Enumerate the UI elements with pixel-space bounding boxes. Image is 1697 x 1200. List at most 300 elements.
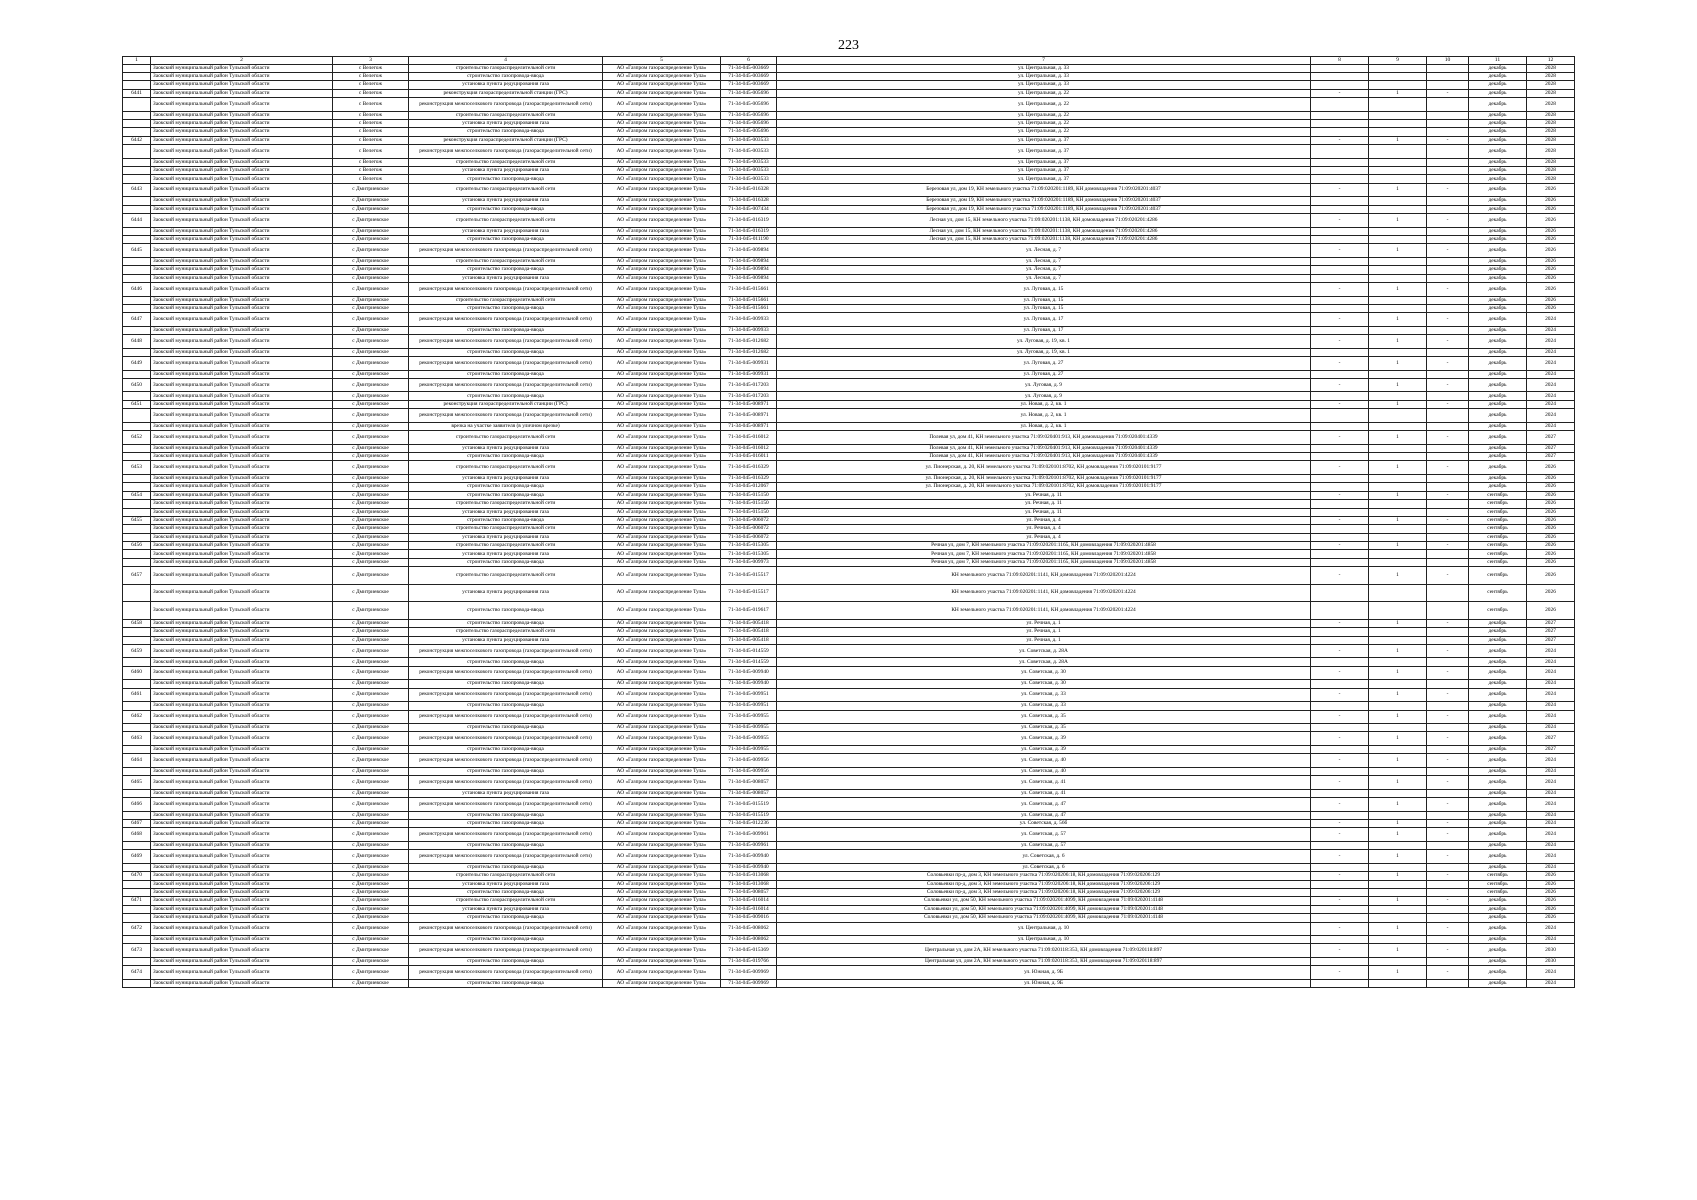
cell-district: Заокский муниципальный район Тульской области	[151, 688, 333, 702]
cell-district: Заокский муниципальный район Тульской области	[151, 431, 333, 445]
cell-application-number: 71-34-045-003533	[721, 136, 777, 144]
cell-year: 2024	[1527, 702, 1575, 710]
cell-object-number	[123, 348, 151, 356]
cell-organization: АО «Газпром газораспределение Тула»	[603, 81, 721, 89]
cell-settlement: с Дмитриевское	[333, 183, 409, 197]
cell-district: Заокский муниципальный район Тульской области	[151, 235, 333, 243]
cell-work-type: строительство газопровода-ввода	[409, 957, 603, 965]
cell-object-number	[123, 205, 151, 213]
cell-organization: АО «Газпром газораспределение Тула»	[603, 167, 721, 175]
cell-district: Заокский муниципальный район Тульской области	[151, 378, 333, 392]
cell-settlement: с Дмитриевское	[333, 313, 409, 327]
cell-year: 2027	[1527, 732, 1575, 746]
cell-object-number	[123, 227, 151, 235]
cell-address: ул. Речная, д. 4	[777, 525, 1311, 533]
cell-month: сентябрь	[1469, 542, 1527, 550]
cell-application-number: 71-34-045-006072	[721, 533, 777, 541]
cell-month: декабрь	[1469, 628, 1527, 636]
cell-organization: АО «Газпром газораспределение Тула»	[603, 922, 721, 936]
cell-year: 2027	[1527, 444, 1575, 452]
cell-district: Заокский муниципальный район Тульской области	[151, 584, 333, 602]
cell-col-8	[1311, 811, 1369, 819]
cell-col-9	[1369, 167, 1427, 175]
cell-organization: АО «Газпром газораспределение Тула»	[603, 776, 721, 790]
cell-work-type: строительство газораспределительной сети	[409, 525, 603, 533]
cell-application-number: 71-34-045-015519	[721, 798, 777, 812]
cell-organization: АО «Газпром газораспределение Тула»	[603, 370, 721, 378]
cell-month: декабрь	[1469, 483, 1527, 491]
cell-address: ул. Лесная, д. 7	[777, 274, 1311, 282]
cell-month: декабрь	[1469, 158, 1527, 166]
cell-work-type: строительство газопровода-ввода	[409, 516, 603, 524]
cell-col-8: -	[1311, 754, 1369, 768]
cell-work-type: строительство газопровода-ввода	[409, 724, 603, 732]
cell-object-number: 6441	[123, 89, 151, 97]
cell-settlement: с Дмитриевское	[333, 688, 409, 702]
cell-district: Заокский муниципальный район Тульской области	[151, 905, 333, 913]
cell-application-number: 71-34-045-009955	[721, 745, 777, 753]
cell-district: Заокский муниципальный район Тульской области	[151, 500, 333, 508]
table-row	[123, 533, 1575, 541]
cell-col-10: -	[1427, 335, 1469, 349]
cell-settlement: с Дмитриевское	[333, 197, 409, 205]
cell-application-number: 71-34-045-016014	[721, 905, 777, 913]
table-row	[123, 628, 1575, 636]
cell-work-type: строительство газопровода-ввода	[409, 370, 603, 378]
cell-month: декабрь	[1469, 957, 1527, 965]
cell-col-8	[1311, 453, 1369, 461]
cell-settlement: с Дмитриевское	[333, 619, 409, 627]
cell-col-10: -	[1427, 850, 1469, 864]
data-table	[122, 56, 1575, 988]
cell-organization: АО «Газпром газораспределение Тула»	[603, 905, 721, 913]
cell-col-8: -	[1311, 666, 1369, 680]
cell-month: декабрь	[1469, 666, 1527, 680]
cell-year: 2026	[1527, 897, 1575, 905]
cell-col-8: -	[1311, 644, 1369, 658]
cell-district: Заокский муниципальный район Тульской области	[151, 158, 333, 166]
cell-district: Заокский муниципальный район Тульской области	[151, 619, 333, 627]
cell-col-10: -	[1427, 828, 1469, 842]
cell-address: ул. Луговая, д. 27	[777, 357, 1311, 371]
cell-organization: АО «Газпром газораспределение Тула»	[603, 966, 721, 980]
cell-year: 2028	[1527, 119, 1575, 127]
cell-address: Соловьевки ул, дом 50, КН земельного участка 71:09:020201:4099, КН домовладения 71:09:020201:4148	[777, 897, 1311, 905]
cell-month: декабрь	[1469, 732, 1527, 746]
cell-year: 2026	[1527, 491, 1575, 499]
cell-organization: АО «Газпром газораспределение Тула»	[603, 175, 721, 183]
cell-settlement: с Дмитриевское	[333, 483, 409, 491]
cell-organization: АО «Газпром газораспределение Тула»	[603, 183, 721, 197]
column-header: 6	[721, 57, 777, 65]
cell-object-number	[123, 658, 151, 666]
cell-address: ул. Луговая, д. 9	[777, 378, 1311, 392]
cell-col-9	[1369, 767, 1427, 775]
cell-address: ул. Луговая, д. 19, кв. 1	[777, 348, 1311, 356]
cell-year: 2024	[1527, 828, 1575, 842]
cell-col-8: -	[1311, 897, 1369, 905]
cell-application-number: 71-34-045-009940	[721, 850, 777, 864]
cell-application-number: 71-34-045-008057	[721, 776, 777, 790]
cell-col-8	[1311, 525, 1369, 533]
cell-district: Заокский муниципальный район Тульской области	[151, 542, 333, 550]
cell-year: 2026	[1527, 880, 1575, 888]
cell-month: декабрь	[1469, 922, 1527, 936]
cell-object-number	[123, 64, 151, 72]
cell-col-10: -	[1427, 688, 1469, 702]
table-row	[123, 702, 1575, 710]
cell-object-number: 6461	[123, 688, 151, 702]
cell-col-10: -	[1427, 798, 1469, 812]
cell-month: декабрь	[1469, 111, 1527, 119]
cell-year: 2026	[1527, 508, 1575, 516]
cell-col-8	[1311, 158, 1369, 166]
cell-object-number	[123, 841, 151, 849]
cell-col-9	[1369, 409, 1427, 423]
cell-month: декабрь	[1469, 119, 1527, 127]
cell-col-9	[1369, 905, 1427, 913]
cell-organization: АО «Газпром газораспределение Тула»	[603, 957, 721, 965]
cell-col-10	[1427, 957, 1469, 965]
cell-application-number: 71-34-045-012067	[721, 483, 777, 491]
cell-application-number: 71-34-045-009933	[721, 326, 777, 334]
cell-year: 2024	[1527, 789, 1575, 797]
cell-organization: АО «Газпром газораспределение Тула»	[603, 357, 721, 371]
cell-col-10: -	[1427, 283, 1469, 297]
cell-col-10	[1427, 508, 1469, 516]
cell-object-number	[123, 370, 151, 378]
cell-year: 2026	[1527, 197, 1575, 205]
cell-col-8	[1311, 702, 1369, 710]
cell-col-8	[1311, 533, 1369, 541]
table-row	[123, 542, 1575, 550]
cell-work-type: реконструкция межпоселкового газопровода (газораспределительной сети)	[409, 145, 603, 159]
cell-month: декабрь	[1469, 644, 1527, 658]
cell-address: ул. Луговая, д. 19, кв. 1	[777, 335, 1311, 349]
cell-district: Заокский муниципальный район Тульской области	[151, 850, 333, 864]
cell-district: Заокский муниципальный район Тульской области	[151, 128, 333, 136]
table-row	[123, 111, 1575, 119]
cell-application-number: 71-34-045-015150	[721, 491, 777, 499]
cell-col-9	[1369, 370, 1427, 378]
table-row	[123, 957, 1575, 965]
cell-month: декабрь	[1469, 235, 1527, 243]
cell-col-10	[1427, 979, 1469, 987]
cell-work-type: строительство газопровода-ввода	[409, 914, 603, 922]
cell-month: сентябрь	[1469, 880, 1527, 888]
cell-col-8	[1311, 422, 1369, 430]
cell-month: декабрь	[1469, 64, 1527, 72]
cell-district: Заокский муниципальный район Тульской области	[151, 636, 333, 644]
cell-organization: АО «Газпром газораспределение Тула»	[603, 533, 721, 541]
cell-col-8: -	[1311, 136, 1369, 144]
cell-settlement: с Дмитриевское	[333, 357, 409, 371]
cell-col-8: -	[1311, 283, 1369, 297]
cell-organization: АО «Газпром газораспределение Тула»	[603, 944, 721, 958]
cell-col-8	[1311, 326, 1369, 334]
cell-object-number	[123, 936, 151, 944]
cell-settlement: с Дмитриевское	[333, 850, 409, 864]
cell-work-type: реконструкция межпоселкового газопровода (газораспределительной сети)	[409, 313, 603, 327]
cell-month: декабрь	[1469, 863, 1527, 871]
cell-work-type: установка пункта редуцирования газа	[409, 550, 603, 558]
cell-settlement: с Велегож	[333, 81, 409, 89]
cell-col-8	[1311, 789, 1369, 797]
cell-district: Заокский муниципальный район Тульской области	[151, 98, 333, 112]
cell-district: Заокский муниципальный район Тульской области	[151, 304, 333, 312]
table-row	[123, 453, 1575, 461]
cell-district: Заокский муниципальный район Тульской области	[151, 326, 333, 334]
cell-address: Соловьевки пр-д, дом 3, КН земельного участка 71:09:020206:18, КН домовладения 71:09:020206:129	[777, 872, 1311, 880]
cell-col-10: -	[1427, 183, 1469, 197]
cell-col-10: -	[1427, 944, 1469, 958]
cell-year: 2024	[1527, 776, 1575, 790]
table-row	[123, 444, 1575, 452]
column-header: 5	[603, 57, 721, 65]
cell-application-number: 71-34-045-015305	[721, 542, 777, 550]
cell-organization: АО «Газпром газораспределение Тула»	[603, 732, 721, 746]
cell-month: декабрь	[1469, 175, 1527, 183]
cell-month: декабрь	[1469, 244, 1527, 258]
cell-col-10: -	[1427, 431, 1469, 445]
cell-month: декабрь	[1469, 183, 1527, 197]
cell-settlement: с Дмитриевское	[333, 944, 409, 958]
cell-organization: АО «Газпром газораспределение Тула»	[603, 850, 721, 864]
cell-object-number	[123, 326, 151, 334]
cell-col-10	[1427, 863, 1469, 871]
cell-settlement: с Дмитриевское	[333, 257, 409, 265]
cell-object-number: 6446	[123, 283, 151, 297]
cell-object-number: 6457	[123, 567, 151, 585]
cell-month: декабрь	[1469, 81, 1527, 89]
table-row	[123, 197, 1575, 205]
cell-work-type: строительство газопровода-ввода	[409, 888, 603, 896]
cell-col-9	[1369, 811, 1427, 819]
cell-application-number: 71-34-045-009940	[721, 666, 777, 680]
cell-col-9: 1	[1369, 820, 1427, 828]
cell-work-type: строительство газопровода-ввода	[409, 491, 603, 499]
cell-address: Центральная ул, дом 2А, КН земельного участка 71:09:020118:353, КН домовладения 71:09:020118:897	[777, 957, 1311, 965]
cell-settlement: с Дмитриевское	[333, 922, 409, 936]
cell-year: 2026	[1527, 914, 1575, 922]
cell-col-10: -	[1427, 491, 1469, 499]
cell-district: Заокский муниципальный район Тульской области	[151, 820, 333, 828]
cell-month: сентябрь	[1469, 888, 1527, 896]
cell-col-10	[1427, 167, 1469, 175]
cell-district: Заокский муниципальный район Тульской области	[151, 872, 333, 880]
column-header: 11	[1469, 57, 1527, 65]
cell-settlement: с Дмитриевское	[333, 500, 409, 508]
cell-month: декабрь	[1469, 658, 1527, 666]
cell-application-number: 71-34-045-005418	[721, 636, 777, 644]
cell-district: Заокский муниципальный район Тульской области	[151, 64, 333, 72]
cell-work-type: строительство газораспределительной сети	[409, 431, 603, 445]
cell-work-type: строительство газораспределительной сети	[409, 111, 603, 119]
cell-district: Заокский муниципальный район Тульской области	[151, 979, 333, 987]
cell-col-10	[1427, 533, 1469, 541]
cell-col-9: 1	[1369, 431, 1427, 445]
cell-district: Заокский муниципальный район Тульской области	[151, 789, 333, 797]
cell-organization: АО «Газпром газораспределение Тула»	[603, 431, 721, 445]
cell-year: 2024	[1527, 392, 1575, 400]
cell-col-9: 1	[1369, 754, 1427, 768]
cell-col-8	[1311, 914, 1369, 922]
cell-address: КН земельного участка 71:09:020201:1141, КН домовладения 71:09:020201:4224	[777, 584, 1311, 602]
cell-organization: АО «Газпром газораспределение Тула»	[603, 710, 721, 724]
page-number: 223	[838, 38, 859, 53]
cell-object-number: 6456	[123, 542, 151, 550]
cell-year: 2027	[1527, 636, 1575, 644]
cell-object-number	[123, 98, 151, 112]
cell-col-9	[1369, 888, 1427, 896]
cell-organization: АО «Газпром газораспределение Тула»	[603, 111, 721, 119]
cell-col-9	[1369, 745, 1427, 753]
cell-address: ул. Новая, д. 2, кв. 1	[777, 422, 1311, 430]
cell-organization: АО «Газпром газораспределение Тула»	[603, 897, 721, 905]
table-row	[123, 584, 1575, 602]
cell-address: ул. Южная, д. 9Б	[777, 966, 1311, 980]
cell-application-number: 71-34-045-009931	[721, 370, 777, 378]
cell-col-8: -	[1311, 850, 1369, 864]
cell-district: Заокский муниципальный район Тульской области	[151, 72, 333, 80]
cell-organization: АО «Газпром газораспределение Тула»	[603, 205, 721, 213]
cell-year: 2024	[1527, 680, 1575, 688]
cell-address: ул. Луговая, д. 17	[777, 326, 1311, 334]
cell-month: декабрь	[1469, 313, 1527, 327]
cell-year: 2028	[1527, 167, 1575, 175]
cell-application-number: 71-34-045-015305	[721, 550, 777, 558]
cell-object-number: 6451	[123, 400, 151, 408]
cell-settlement: с Дмитриевское	[333, 235, 409, 243]
table-row	[123, 335, 1575, 349]
cell-work-type: строительство газораспределительной сети	[409, 64, 603, 72]
cell-organization: АО «Газпром газораспределение Тула»	[603, 400, 721, 408]
cell-month: декабрь	[1469, 326, 1527, 334]
cell-month: декабрь	[1469, 89, 1527, 97]
cell-col-10	[1427, 636, 1469, 644]
cell-month: декабрь	[1469, 274, 1527, 282]
cell-application-number: 71-34-045-015150	[721, 500, 777, 508]
cell-organization: АО «Газпром газораспределение Тула»	[603, 558, 721, 566]
cell-work-type: реконструкция межпоселкового газопровода (газораспределительной сети)	[409, 644, 603, 658]
cell-col-9: 1	[1369, 542, 1427, 550]
cell-settlement: с Дмитриевское	[333, 724, 409, 732]
cell-col-10: -	[1427, 666, 1469, 680]
cell-work-type: реконструкция межпоселкового газопровода (газораспределительной сети)	[409, 244, 603, 258]
cell-col-9	[1369, 508, 1427, 516]
cell-address: ул. Пионерская, д. 20, КН земельного участка 71:09:020101:8702, КН домовладения 71:09:020101:9177	[777, 483, 1311, 491]
table-row	[123, 244, 1575, 258]
cell-object-number	[123, 274, 151, 282]
cell-col-10: -	[1427, 378, 1469, 392]
cell-month: сентябрь	[1469, 491, 1527, 499]
cell-address: Лесная ул, дом 15, КН земельного участка 71:09:020201:1138, КН домовладения 71:09:020201:4286	[777, 235, 1311, 243]
cell-work-type: строительство газопровода-ввода	[409, 979, 603, 987]
cell-col-8	[1311, 500, 1369, 508]
table-row	[123, 128, 1575, 136]
cell-col-8: -	[1311, 820, 1369, 828]
cell-district: Заокский муниципальный район Тульской области	[151, 197, 333, 205]
cell-organization: АО «Газпром газораспределение Тула»	[603, 158, 721, 166]
cell-col-9: 1	[1369, 798, 1427, 812]
cell-address: ул. Центральная, д. 22	[777, 98, 1311, 112]
table-row	[123, 754, 1575, 768]
cell-month: декабрь	[1469, 348, 1527, 356]
cell-organization: АО «Газпром газораспределение Тула»	[603, 936, 721, 944]
cell-month: декабрь	[1469, 841, 1527, 849]
cell-month: декабрь	[1469, 944, 1527, 958]
cell-object-number	[123, 880, 151, 888]
cell-month: декабрь	[1469, 98, 1527, 112]
table-row	[123, 767, 1575, 775]
cell-object-number	[123, 602, 151, 620]
cell-month: сентябрь	[1469, 508, 1527, 516]
cell-organization: АО «Газпром газораспределение Тула»	[603, 872, 721, 880]
cell-col-10	[1427, 197, 1469, 205]
column-header: 9	[1369, 57, 1427, 65]
cell-district: Заокский муниципальный район Тульской области	[151, 798, 333, 812]
table-row	[123, 183, 1575, 197]
cell-work-type: реконструкция газораспределительной станции (ГРС)	[409, 89, 603, 97]
cell-year: 2026	[1527, 227, 1575, 235]
cell-month: декабрь	[1469, 811, 1527, 819]
cell-month: декабрь	[1469, 453, 1527, 461]
table-row	[123, 422, 1575, 430]
cell-month: декабрь	[1469, 776, 1527, 790]
cell-year: 2027	[1527, 745, 1575, 753]
table-row	[123, 745, 1575, 753]
cell-month: декабрь	[1469, 145, 1527, 159]
cell-district: Заокский муниципальный район Тульской области	[151, 453, 333, 461]
cell-col-9: 1	[1369, 461, 1427, 475]
cell-settlement: с Дмитриевское	[333, 444, 409, 452]
cell-year: 2026	[1527, 266, 1575, 274]
cell-col-9	[1369, 274, 1427, 282]
cell-settlement: с Дмитриевское	[333, 658, 409, 666]
cell-col-8	[1311, 392, 1369, 400]
cell-object-number	[123, 863, 151, 871]
cell-organization: АО «Газпром газораспределение Тула»	[603, 348, 721, 356]
cell-object-number	[123, 483, 151, 491]
cell-address: ул. Центральная, д. 33	[777, 72, 1311, 80]
cell-col-8: -	[1311, 542, 1369, 550]
cell-col-9	[1369, 789, 1427, 797]
cell-address: ул. Речная, д. 1	[777, 628, 1311, 636]
cell-year: 2028	[1527, 72, 1575, 80]
cell-district: Заокский муниципальный район Тульской области	[151, 880, 333, 888]
cell-work-type: строительство газопровода-ввода	[409, 392, 603, 400]
cell-address: Полевая ул, дом 41, КН земельного участка 71:09:020401:913, КН домовладения 71:09:020401:4339	[777, 453, 1311, 461]
cell-col-9	[1369, 111, 1427, 119]
cell-col-9: 1	[1369, 872, 1427, 880]
cell-month: декабрь	[1469, 828, 1527, 842]
cell-work-type: строительство газораспределительной сети	[409, 158, 603, 166]
cell-application-number: 71-34-045-015519	[721, 811, 777, 819]
cell-application-number: 71-34-045-012682	[721, 335, 777, 349]
cell-year: 2024	[1527, 922, 1575, 936]
cell-col-8	[1311, 888, 1369, 896]
table-row	[123, 400, 1575, 408]
cell-object-number	[123, 558, 151, 566]
cell-application-number: 71-34-045-015661	[721, 304, 777, 312]
cell-col-8	[1311, 205, 1369, 213]
cell-organization: АО «Газпром газораспределение Тула»	[603, 658, 721, 666]
cell-address: ул. Центральная, д. 37	[777, 175, 1311, 183]
cell-address: ул. Лесная, д. 7	[777, 257, 1311, 265]
table-header-row	[123, 57, 1575, 65]
cell-settlement: с Дмитриевское	[333, 636, 409, 644]
cell-col-8	[1311, 957, 1369, 965]
